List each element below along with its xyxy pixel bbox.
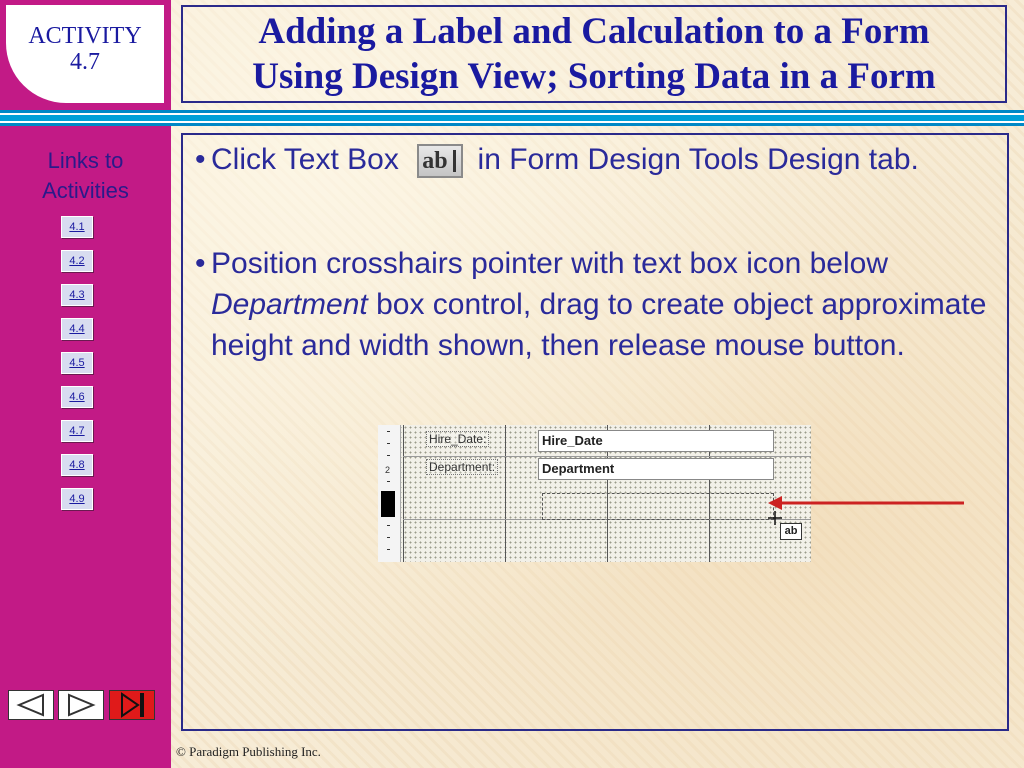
- hire-date-field: Hire_Date: [538, 430, 774, 452]
- red-arrow-icon: [768, 494, 968, 512]
- link-activity-4-2[interactable]: 4.2: [61, 250, 93, 272]
- title-line-2: Using Design View; Sorting Data in a Form: [252, 56, 936, 97]
- new-textbox-outline: [542, 493, 774, 520]
- copyright-text: © Paradigm Publishing Inc.: [176, 744, 321, 759]
- header-divider: [0, 110, 1024, 126]
- vertical-ruler: 2: [378, 425, 401, 562]
- link-activity-4-9[interactable]: 4.9: [61, 488, 93, 510]
- hire-date-label: Hire_Date:: [426, 431, 489, 447]
- next-slide-button[interactable]: [58, 690, 104, 720]
- prev-arrow-icon: [13, 693, 49, 717]
- bullet-2-text-start: Position crosshairs pointer with text box icon below: [211, 247, 888, 280]
- bullet-1-text-start: Click Text Box: [211, 143, 399, 176]
- link-activity-4-7[interactable]: 4.7: [61, 420, 93, 442]
- end-icon: [114, 692, 150, 718]
- links-heading: [0, 146, 171, 206]
- department-field: Department: [538, 458, 774, 480]
- next-arrow-icon: [63, 693, 99, 717]
- bullet-2: • Position crosshairs pointer with text box icon below Department box control, drag to create object approximate height and width shown, then release mouse button.: [195, 247, 987, 362]
- bullet-2-italic: Department: [211, 288, 368, 321]
- bullet-2-text-end: box control, drag to create object approximate height and width shown, then release mouse button.: [211, 288, 987, 362]
- form-design-screenshot: [378, 425, 811, 562]
- activity-badge: [6, 5, 164, 103]
- link-activity-4-3[interactable]: 4.3: [61, 284, 93, 306]
- link-activity-4-6[interactable]: 4.6: [61, 386, 93, 408]
- textbox-icon: ab: [417, 144, 463, 178]
- bullet-1: • Click Text Box ab in Form Design Tools Design tab.: [195, 139, 995, 180]
- end-show-button[interactable]: [109, 690, 155, 720]
- link-activity-4-1[interactable]: 4.1: [61, 216, 93, 238]
- link-activity-4-8[interactable]: 4.8: [61, 454, 93, 476]
- title-line-1: Adding a Label and Calculation to a Form: [258, 11, 930, 52]
- department-label: Department:: [426, 459, 498, 475]
- textbox-cursor-icon: ab: [780, 523, 802, 540]
- links-heading-line1: Links to: [47, 148, 124, 173]
- activity-number: 4.7: [70, 49, 100, 75]
- slide-title: [181, 5, 1007, 103]
- prev-slide-button[interactable]: [8, 690, 54, 720]
- link-activity-4-5[interactable]: 4.5: [61, 352, 93, 374]
- activity-label: ACTIVITY: [28, 23, 142, 49]
- links-heading-line2: Activities: [42, 178, 129, 203]
- bullet-1-text-end: in Form Design Tools Design tab.: [477, 143, 919, 176]
- link-activity-4-4[interactable]: 4.4: [61, 318, 93, 340]
